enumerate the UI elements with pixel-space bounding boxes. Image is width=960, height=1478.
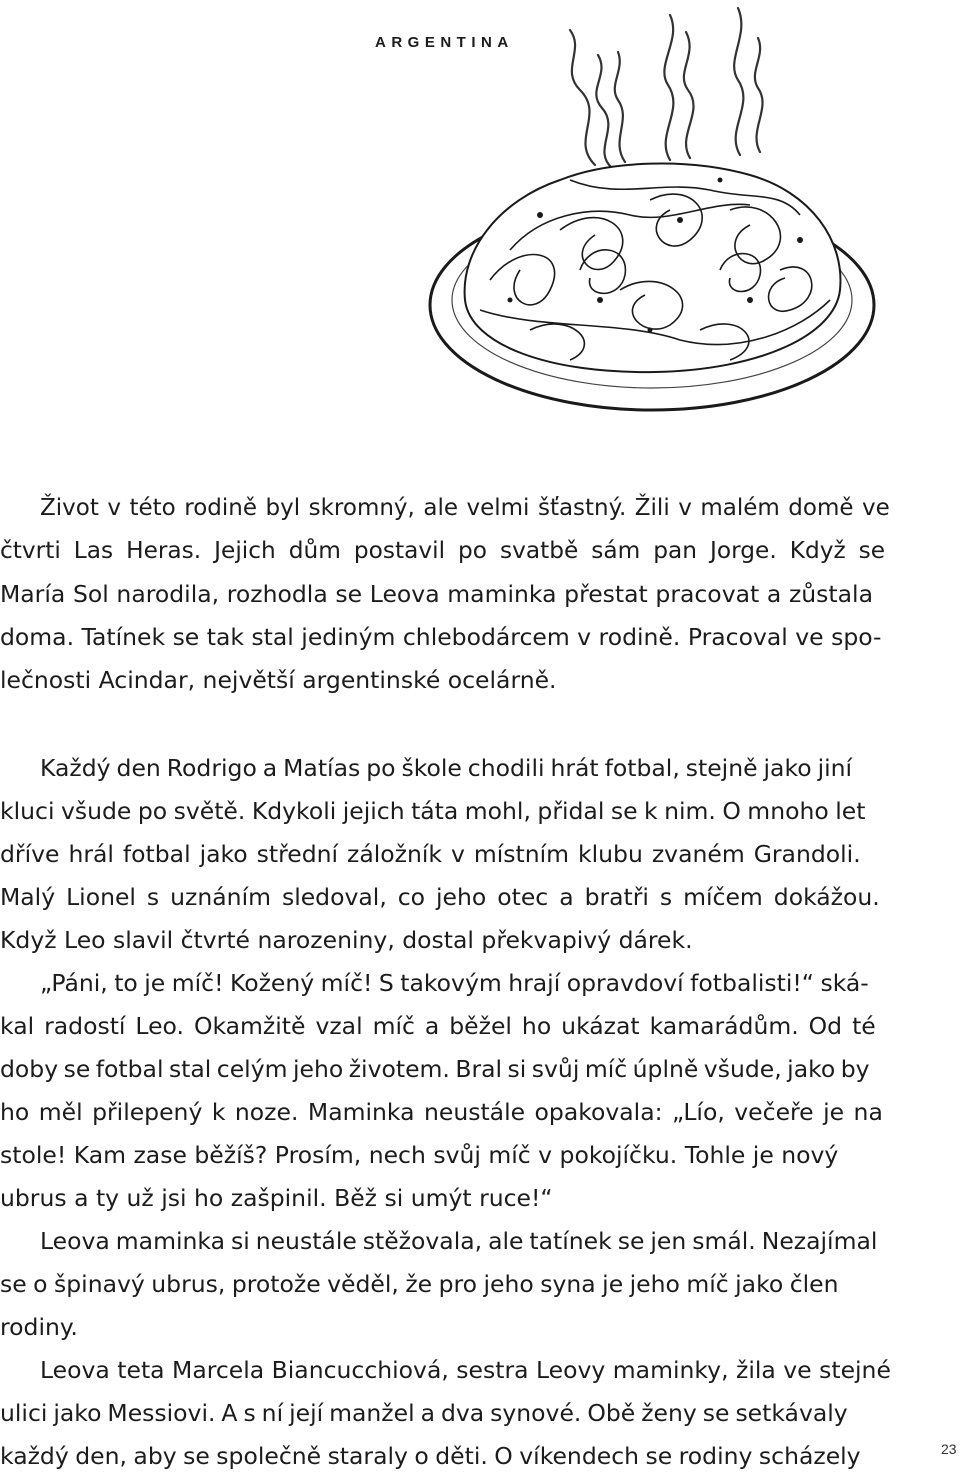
paragraph-line: doma. Tatínek se tak stal jediným chlebodárcem v rodině. Pracoval ve spo-: [0, 623, 882, 651]
paragraph-line: Když Leo slavil čtvrté narozeniny, dostal překvapivý dárek.: [0, 926, 693, 954]
paragraph-line: Život v této rodině byl skromný, ale velmi šťastný. Žili v malém domě ve: [40, 495, 890, 521]
paragraph-line: čtvrti Las Heras. Jejich dům postavil po svatbě sám pan Jorge. Když se: [0, 537, 886, 564]
paragraph-line: María Sol narodila, rozhodla se Leova maminka přestat pracovat a zůstala: [0, 580, 873, 608]
paragraph-line: lečnosti Acindar, největší argentinské ocelárně.: [0, 666, 557, 694]
paragraph-line: ubrus a ty už jsi ho zašpinil. Běž si umýt ruce!“: [0, 1184, 553, 1212]
paragraph-line: stole! Kam zase běžíš? Prosím, nech svůj míč v pokojíčku. Tohle je nový: [0, 1141, 839, 1169]
spaghetti-plate-illustration: [420, 0, 900, 470]
paragraph-line: každý den, aby se společně staraly o děti. O víkendech se rodiny scházely: [0, 1442, 861, 1470]
paragraph-line: „Páni, to je míč! Kožený míč! S takovým hrají opravdoví fotbalisti!“ ská-: [40, 969, 869, 997]
paragraph-line: rodiny.: [0, 1313, 78, 1341]
paragraph-line: ulici jako Messiovi. A s ní její manžel a dva synové. Obě ženy se setkávaly: [0, 1399, 848, 1427]
paragraph-line: ho měl přilepený k noze. Maminka neustále opakovala: „Lío, večeře je na: [0, 1098, 883, 1126]
section-header: ARGENTINA: [375, 34, 514, 51]
paragraph-line: Leova teta Marcela Biancucchiová, sestra Leovy maminky, žila ve stejné: [40, 1356, 891, 1384]
page-number: 23: [941, 1441, 957, 1457]
paragraph-line: kal radostí Leo. Okamžitě vzal míč a běžel ho ukázat kamarádům. Od té: [0, 1012, 876, 1040]
paragraph-line: dříve hrál fotbal jako střední záložník v místním klubu zvaném Grandoli.: [0, 840, 861, 868]
paragraph-line: Každý den Rodrigo a Matías po škole chodili hrát fotbal, stejně jako jiní: [40, 754, 853, 782]
paragraph-line: se o špinavý ubrus, protože věděl, že pro jeho syna je jeho míč jako člen: [0, 1270, 839, 1298]
paragraph-line: doby se fotbal stal celým jeho životem. Bral si svůj míč úplně všude, jako by: [0, 1055, 870, 1083]
paragraph-line: kluci všude po světě. Kdykoli jejich táta mohl, přidal se k nim. O mnoho let: [0, 797, 866, 825]
paragraph-line: Leova maminka si neustále stěžovala, ale tatínek se jen smál. Nezajímal: [40, 1227, 878, 1255]
paragraph-line: Malý Lionel s uznáním sledoval, co jeho otec a bratři s míčem dokážou.: [0, 883, 880, 911]
